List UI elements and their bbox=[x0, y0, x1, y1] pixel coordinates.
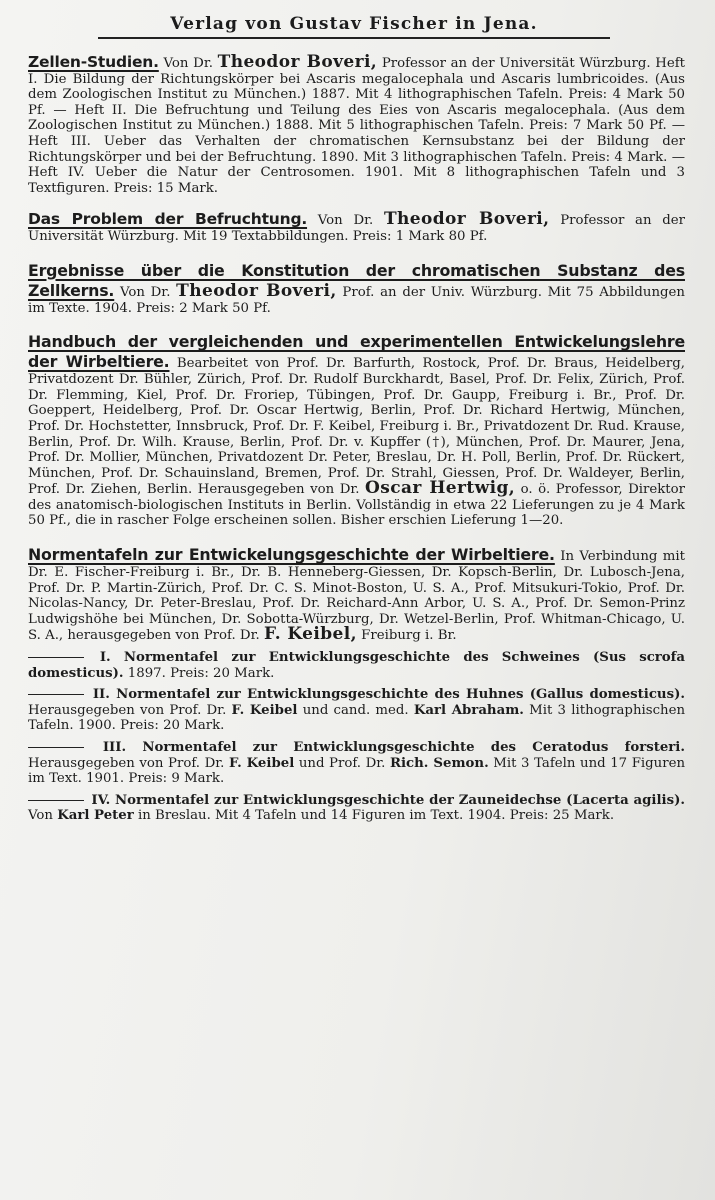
entry-author: Theodor Boveri, bbox=[176, 280, 337, 301]
subentry-schwein bbox=[28, 650, 685, 681]
entry-body: Prof. an der Univ. Würzburg. Mit 75 Abbildungen im Texte. 1904. Preis: 2 Mark 50 Pf. bbox=[28, 284, 685, 316]
subentry-title: III. Normentafel zur Entwicklungsgeschichte des Ceratodus forsteri. bbox=[102, 740, 685, 755]
entry-body-continued: Freiburg i. Br. bbox=[361, 628, 457, 644]
dash-rule bbox=[28, 657, 84, 658]
entry-title: Das Problem der Befruchtung. bbox=[28, 210, 308, 229]
entry-body-continued: o. ö. Professor, Direktor des anatomisch-biologischen Instituts in Berlin. Vollständig in etwa 22 Lieferungen zu je 4 Mark 50 Pf., die in rascher Folge erscheinen sollen. Bisher erschien Lieferung 1—20. bbox=[28, 482, 685, 529]
subentry-rest: Mit 3 Tafeln und 17 Figuren im Text. 1901. Preis: 9 Mark. bbox=[28, 755, 686, 787]
entry-body: In Verbindung mit Dr. E. Fischer-Freiburg i. Br., Dr. B. Henneberg-Giessen, Dr. Kopsch-Berlin, Dr. Lubosch-Jena, Prof. Dr. P. Martin-Zürich, Prof. Dr. C. S. Minot-Boston, U. S. A., Prof. Mitsukuri-Tokio, Prof. Dr. Nicolas-Nancy, Dr. Peter-Breslau, Prof. Dr. Reichard-Ann Arbor, U. S. A., Prof. Dr. Semon-Prinz Ludwigshöhe bei München, Dr. Sobotta-Würzburg, Dr. Wetzel-Berlin, Prof. Whitman-Chicago, U. S. A., herausgegeben von Prof. Dr. bbox=[28, 549, 685, 644]
subentry-mid: in Breslau. Mit 4 Tafeln und 14 Figuren im Text. bbox=[138, 808, 464, 824]
subentry-rest: Mit 3 lithographischen Tafeln. 1900. Preis: 20 Mark. bbox=[28, 702, 686, 734]
entry-pre: Von Dr. bbox=[119, 284, 171, 300]
subentry-name-1: Karl Peter bbox=[57, 808, 134, 824]
subentry-name-1: F. Keibel bbox=[231, 702, 298, 718]
dash-rule bbox=[28, 800, 84, 801]
entry-title: Zellen-Studien. bbox=[28, 53, 159, 71]
subentry-ceratodus bbox=[28, 740, 685, 787]
entry-problem-befruchtung bbox=[28, 209, 686, 244]
subentry-title: II. Normentafel zur Entwicklungsgeschichte des Huhnes (Gallus domesticus). bbox=[92, 687, 686, 703]
entry-zellen-studien bbox=[28, 52, 686, 196]
entry-body: Bearbeitet von Prof. Dr. Barfurth, Rostock, Prof. Dr. Braus, Heidelberg, Privatdozent Dr. Bühler, Zürich, Prof. Dr. Rudolf Burckhardt, Basel, Prof. Dr. Felix, Zürich, Prof. Dr. Flemming, Kiel, Prof. Dr. Froriep, Tübingen, Prof. Dr. Gaupp, Freiburg i. Br., Prof. Dr. Goeppert, Heidelberg, Prof. Dr. Oscar Hertwig, Berlin, Prof. Dr. Richard Hertwig, München, Prof. Dr. Hochstetter, Innsbruck, Prof. Dr. F. Keibel, Freiburg i. Br., Privatdozent Dr. Rud. Krause, Berlin, Prof. Dr. Wilh. Krause, Berlin, Prof. Dr. v. Kupffer (†), München, Prof. Dr. Maurer, Jena, Prof. Dr. Mollier, München, Privatdozent Dr. Peter, Breslau, Dr. H. Poll, Berlin, Prof. Dr. Rückert, München, Prof. Dr. Schauinsland, Bremen, Prof. Dr. Strahl, Giessen, Prof. Dr. Waldeyer, Berlin, Prof. Dr. Ziehen, Berlin. Herausgegeben von Dr. bbox=[28, 356, 685, 498]
entry-handbuch bbox=[28, 332, 685, 529]
entry-author: F. Keibel, bbox=[263, 624, 357, 645]
entry-body: Professor an der Universität Würzburg. Heft I. Die Bildung der Richtungskörper bei Ascaris megalocephala und Ascaris lumbricoides. (Aus dem Zoologischen Institut zu München.) 1887. Mit 4 lithographischen Tafeln. Preis: 4 Mark 50 Pf. — Heft II. Die Befruchtung und Teilung des Eies von Ascaris megalocephala. (Aus dem Zoologischen Institut zu München.) 1888. Mit 5 lithographischen Tafeln. Preis: 7 Mark 50 Pf. — Heft III. Ueber das Verhalten der chromatischen Kernsubstanz bei der Bildung der Richtungskörper und bei der Befruchtung. 1890. Mit 3 lithographischen Tafeln. Preis: 4 Mark. — Heft IV. Ueber die Natur der Centrosomen. 1901. Mit 8 lithographischen Tafeln und 3 Textfiguren. Preis: 15 Mark. bbox=[28, 56, 686, 196]
entry-ergebnisse bbox=[28, 261, 685, 317]
subentry-pre: Herausgegeben von Prof. Dr. bbox=[28, 755, 225, 771]
entry-pre: Von Dr. bbox=[163, 56, 213, 71]
subentry-huhn bbox=[28, 687, 685, 734]
subentry-mid: und cand. med. bbox=[302, 702, 409, 718]
subentry-name-2: Karl Abraham. bbox=[413, 702, 524, 718]
subentry-rest: 1904. Preis: 25 Mark. bbox=[467, 808, 615, 824]
subentry-title: I. Normentafel zur Entwicklungsgeschichte des Schweines (Sus scrofa domesticus). bbox=[28, 650, 686, 681]
subentry-zauneidechse bbox=[28, 793, 685, 824]
subentry-pre: Von bbox=[28, 808, 53, 824]
entry-title: Handbuch der vergleichenden und experimentellen Entwickelungslehre der Wirbeltiere. bbox=[28, 332, 685, 372]
dash-rule bbox=[28, 747, 84, 748]
subentry-mid: und Prof. Dr. bbox=[298, 755, 386, 771]
entry-normentafeln bbox=[28, 545, 685, 644]
dash-rule bbox=[28, 694, 84, 695]
subentry-rest: 1897. Preis: 20 Mark. bbox=[127, 665, 275, 681]
entry-author: Oscar Hertwig, bbox=[365, 478, 516, 499]
entry-author: Theodor Boveri, bbox=[217, 52, 378, 72]
entry-title: Normentafeln zur Entwickelungsgeschichte der Wirbeltiere. bbox=[28, 545, 555, 565]
subentry-name-2: Rich. Semon. bbox=[389, 755, 489, 771]
entry-body: Professor an der Universität Würzburg. Mit 19 Textabbildungen. Preis: 1 Mark 80 Pf. bbox=[28, 213, 686, 244]
entry-title: Ergebnisse über die Konstitution der chromatischen Substanz des Zellkerns. bbox=[28, 260, 685, 300]
entry-author: Theodor Boveri, bbox=[383, 209, 550, 230]
subentry-pre: Herausgegeben von Prof. Dr. bbox=[28, 702, 227, 718]
subentry-name-1: F. Keibel bbox=[228, 755, 295, 771]
entry-pre: Von Dr. bbox=[317, 213, 374, 229]
publisher-header: Verlag von Gustav Fischer in Jena. bbox=[98, 14, 610, 39]
subentry-title: IV. Normentafel zur Entwicklungsgeschichte der Zauneidechse (Lacerta agilis). bbox=[91, 792, 685, 808]
